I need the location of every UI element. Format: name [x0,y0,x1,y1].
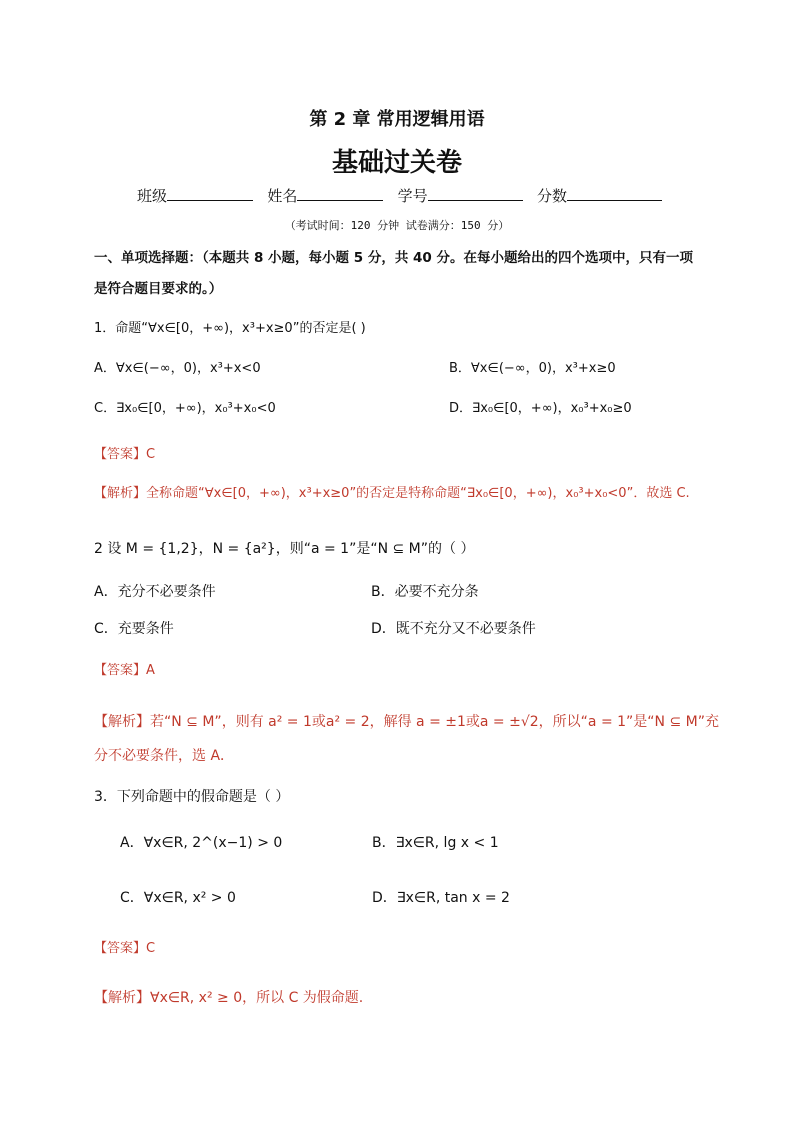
exam-info: （考试时间：120 分钟 试卷满分：150 分） [284,219,510,232]
q2-option-c: C．充要条件 [94,621,174,637]
q1-answer [94,443,155,462]
section-heading-line1: 一、单项选择题：（本题共 8 小题，每小题 5 分，共 40 分。在每小题给出的四个选项中，只有一项 [94,250,694,266]
q1-answer-value: C [146,447,156,462]
analysis-label: 【解析】 [94,486,147,501]
q1-option-d: D．∃x₀∈[0，+∞)，x₀³+x₀≥0 [449,401,632,416]
q2-option-b: B．必要不充分条 [371,584,479,600]
q1-option-b: B．∀x∈(−∞，0)，x³+x≥0 [449,361,616,376]
student-id-blank[interactable] [428,186,523,201]
q3-option-b: B．∃x∈R, lg x < 1 [372,835,499,851]
q2-option-a: A．充分不必要条件 [94,584,216,600]
q3-analysis [94,987,363,1007]
q2-analysis-text1: 若“N ⊆ M”，则有 a² = 1或a² = 2，解得 a = ±1或a = ±√2，所以“a = 1”是“N ⊆ M”充 [150,714,719,730]
info-fields [137,185,662,206]
name-label: 姓名 [267,187,298,205]
q1-option-a: A．∀x∈(−∞，0)，x³+x<0 [94,361,261,376]
score-blank[interactable] [567,186,662,201]
q3-option-c: C．∀x∈R, x² > 0 [120,890,236,906]
q2-analysis-line1 [94,711,719,731]
q3-option-d: D．∃x∈R, tan x = 2 [372,890,510,906]
q3-stem: 3．下列命题中的假命题是（ ） [94,789,290,805]
chapter-title: 第 2 章 常用逻辑用语 [309,109,485,130]
class-label: 班级 [137,187,168,205]
q2-analysis-line2: 分不必要条件，选 A． [94,748,235,764]
q3-analysis-text: ∀x∈R, x² ≥ 0，所以 C 为假命题. [150,990,364,1006]
name-blank[interactable] [297,186,383,201]
q2-stem: 2 设 M = {1,2}，N = {a²}，则“a = 1”是“N ⊆ M”的（ ） [94,541,475,557]
analysis-label: 【解析】 [94,990,150,1006]
q2-answer-value: A [146,663,155,678]
q1-option-c: C．∃x₀∈[0，+∞)，x₀³+x₀<0 [94,401,276,416]
q1-analysis [94,482,690,501]
q2-option-d: D．既不充分又不必要条件 [371,621,536,637]
q2-answer [94,659,155,678]
analysis-label: 【解析】 [94,714,150,730]
answer-label: 【答案】 [94,447,147,462]
q3-answer-value: C [146,941,156,956]
section-heading-line2: 是符合题目要求的。） [94,281,223,297]
answer-label: 【答案】 [94,941,147,956]
score-label: 分数 [536,187,567,205]
class-blank[interactable] [167,186,253,201]
q1-analysis-text: 全称命题“∀x∈[0，+∞)，x³+x≥0”的否定是特称命题“∃x₀∈[0，+∞)，x₀³+x₀<0”．故选 C. [146,486,690,501]
answer-label: 【答案】 [94,663,147,678]
page-title: 基础过关卷 [331,148,462,178]
student-id-label: 学号 [397,187,428,205]
q3-answer [94,937,155,956]
q1-stem: 1．命题“∀x∈[0，+∞)，x³+x≥0”的否定是( ) [94,321,366,336]
q3-option-a: A．∀x∈R, 2^(x−1) > 0 [120,835,283,851]
